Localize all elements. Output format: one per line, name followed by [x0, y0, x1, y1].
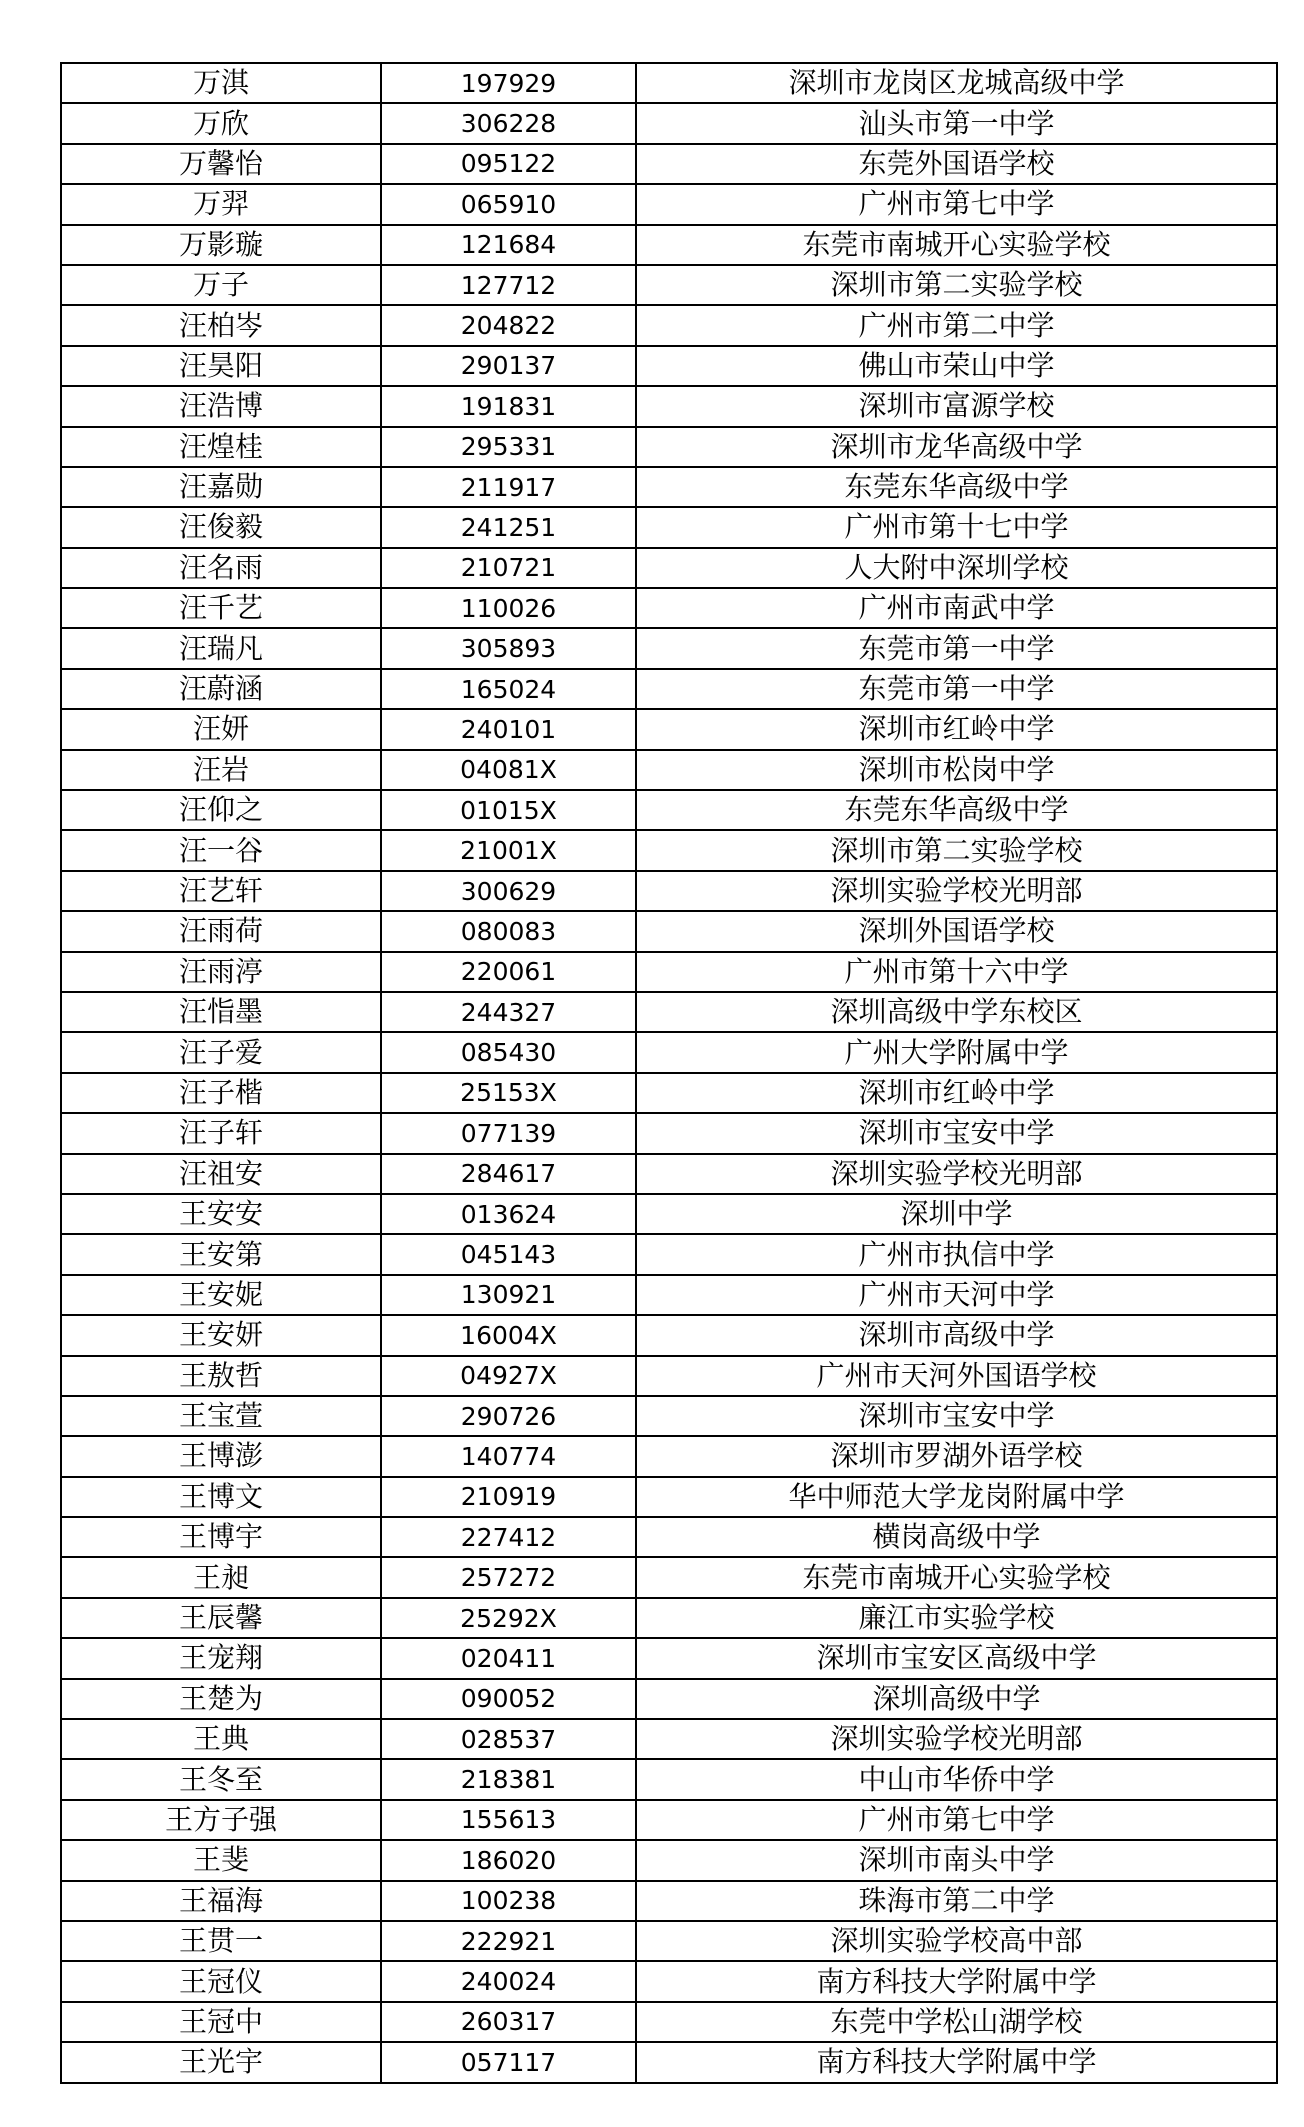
school-name-cell: 广州市第十六中学	[636, 952, 1277, 992]
table-row	[61, 1517, 1277, 1557]
table-row	[61, 1679, 1277, 1719]
student-id-cell: 045143	[381, 1234, 636, 1274]
table-row	[61, 1396, 1277, 1436]
student-name-cell: 万欣	[61, 103, 381, 143]
student-id-cell: 028537	[381, 1719, 636, 1759]
school-name-cell: 东莞市南城开心实验学校	[636, 225, 1277, 265]
student-id-cell: 077139	[381, 1113, 636, 1153]
student-id-cell: 204822	[381, 305, 636, 345]
student-name-cell: 王博宇	[61, 1517, 381, 1557]
student-id-cell: 020411	[381, 1638, 636, 1678]
student-name-cell: 王光宇	[61, 2042, 381, 2082]
student-name-cell: 汪雨荷	[61, 911, 381, 951]
student-id-cell: 186020	[381, 1840, 636, 1880]
table-row	[61, 871, 1277, 911]
student-name-cell: 万羿	[61, 184, 381, 224]
student-name-cell: 汪嘉勋	[61, 467, 381, 507]
school-name-cell: 华中师范大学龙岗附属中学	[636, 1477, 1277, 1517]
table-row	[61, 1194, 1277, 1234]
student-id-cell: 300629	[381, 871, 636, 911]
table-row	[61, 1800, 1277, 1840]
student-name-cell: 汪一谷	[61, 830, 381, 870]
student-id-cell: 057117	[381, 2042, 636, 2082]
student-id-cell: 090052	[381, 1679, 636, 1719]
school-name-cell: 廉江市实验学校	[636, 1598, 1277, 1638]
table-row	[61, 669, 1277, 709]
student-id-cell: 197929	[381, 63, 636, 103]
table-row	[61, 992, 1277, 1032]
table-row	[61, 1719, 1277, 1759]
student-id-cell: 305893	[381, 628, 636, 668]
student-id-cell: 130921	[381, 1275, 636, 1315]
school-name-cell: 广州市执信中学	[636, 1234, 1277, 1274]
table-row	[61, 144, 1277, 184]
student-name-cell: 汪俊毅	[61, 507, 381, 547]
student-name-cell: 王楚为	[61, 1679, 381, 1719]
student-name-cell: 王宝萱	[61, 1396, 381, 1436]
student-id-cell: 211917	[381, 467, 636, 507]
student-id-cell: 01015X	[381, 790, 636, 830]
student-id-cell: 095122	[381, 144, 636, 184]
table-row	[61, 386, 1277, 426]
school-name-cell: 广州市第七中学	[636, 184, 1277, 224]
school-name-cell: 深圳市第二实验学校	[636, 830, 1277, 870]
table-row	[61, 63, 1277, 103]
table-row	[61, 225, 1277, 265]
student-id-cell: 21001X	[381, 830, 636, 870]
student-id-cell: 241251	[381, 507, 636, 547]
student-name-cell: 汪浩博	[61, 386, 381, 426]
student-id-cell: 191831	[381, 386, 636, 426]
student-table-body	[61, 63, 1277, 2083]
table-row	[61, 1557, 1277, 1597]
table-row	[61, 467, 1277, 507]
school-name-cell: 深圳市松岗中学	[636, 750, 1277, 790]
student-name-cell: 汪艺轩	[61, 871, 381, 911]
student-name-cell: 王冬至	[61, 1759, 381, 1799]
table-row	[61, 1840, 1277, 1880]
student-name-cell: 王冠仪	[61, 1961, 381, 2001]
school-name-cell: 深圳高级中学	[636, 1679, 1277, 1719]
school-name-cell: 东莞中学松山湖学校	[636, 2002, 1277, 2042]
school-name-cell: 深圳市第二实验学校	[636, 265, 1277, 305]
school-name-cell: 广州市天河外国语学校	[636, 1356, 1277, 1396]
student-name-cell: 汪仰之	[61, 790, 381, 830]
school-name-cell: 东莞东华高级中学	[636, 790, 1277, 830]
student-id-cell: 155613	[381, 1800, 636, 1840]
table-row	[61, 265, 1277, 305]
student-id-cell: 306228	[381, 103, 636, 143]
student-name-cell: 汪名雨	[61, 548, 381, 588]
student-id-cell: 284617	[381, 1154, 636, 1194]
school-name-cell: 珠海市第二中学	[636, 1881, 1277, 1921]
school-name-cell: 深圳市高级中学	[636, 1315, 1277, 1355]
school-name-cell: 汕头市第一中学	[636, 103, 1277, 143]
student-name-cell: 王福海	[61, 1881, 381, 1921]
school-name-cell: 深圳实验学校光明部	[636, 1719, 1277, 1759]
student-id-cell: 110026	[381, 588, 636, 628]
student-name-cell: 汪雨渟	[61, 952, 381, 992]
school-name-cell: 东莞外国语学校	[636, 144, 1277, 184]
table-row	[61, 1598, 1277, 1638]
student-id-cell: 04927X	[381, 1356, 636, 1396]
school-name-cell: 南方科技大学附属中学	[636, 2042, 1277, 2082]
student-name-cell: 王安妍	[61, 1315, 381, 1355]
school-name-cell: 深圳市南头中学	[636, 1840, 1277, 1880]
school-name-cell: 广州市南武中学	[636, 588, 1277, 628]
table-row	[61, 1234, 1277, 1274]
student-id-cell: 244327	[381, 992, 636, 1032]
school-name-cell: 广州市第十七中学	[636, 507, 1277, 547]
school-name-cell: 广州市第二中学	[636, 305, 1277, 345]
school-name-cell: 深圳市宝安中学	[636, 1113, 1277, 1153]
table-row	[61, 346, 1277, 386]
student-name-cell: 王博澎	[61, 1436, 381, 1476]
table-row	[61, 1154, 1277, 1194]
student-name-cell: 汪岩	[61, 750, 381, 790]
table-row	[61, 628, 1277, 668]
school-name-cell: 深圳市宝安区高级中学	[636, 1638, 1277, 1678]
student-name-cell: 王博文	[61, 1477, 381, 1517]
table-row	[61, 103, 1277, 143]
student-name-cell: 王安安	[61, 1194, 381, 1234]
table-row	[61, 2042, 1277, 2082]
student-name-cell: 汪瑞凡	[61, 628, 381, 668]
school-name-cell: 东莞市南城开心实验学校	[636, 1557, 1277, 1597]
table-row	[61, 830, 1277, 870]
school-name-cell: 横岗高级中学	[636, 1517, 1277, 1557]
student-id-cell: 295331	[381, 427, 636, 467]
school-name-cell: 深圳市红岭中学	[636, 709, 1277, 749]
student-id-cell: 257272	[381, 1557, 636, 1597]
table-row	[61, 548, 1277, 588]
table-row	[61, 1315, 1277, 1355]
student-id-cell: 227412	[381, 1517, 636, 1557]
table-row	[61, 709, 1277, 749]
school-name-cell: 深圳实验学校光明部	[636, 1154, 1277, 1194]
table-row	[61, 1113, 1277, 1153]
student-id-cell: 013624	[381, 1194, 636, 1234]
student-name-cell: 王贯一	[61, 1921, 381, 1961]
student-id-cell: 290726	[381, 1396, 636, 1436]
student-name-cell: 汪柏岑	[61, 305, 381, 345]
student-id-cell: 121684	[381, 225, 636, 265]
student-name-cell: 万淇	[61, 63, 381, 103]
student-name-cell: 汪恉墨	[61, 992, 381, 1032]
school-name-cell: 人大附中深圳学校	[636, 548, 1277, 588]
table-row	[61, 1356, 1277, 1396]
table-row	[61, 1477, 1277, 1517]
table-row	[61, 1638, 1277, 1678]
student-id-cell: 218381	[381, 1759, 636, 1799]
student-id-cell: 127712	[381, 265, 636, 305]
school-name-cell: 深圳中学	[636, 1194, 1277, 1234]
school-name-cell: 深圳高级中学东校区	[636, 992, 1277, 1032]
school-name-cell: 南方科技大学附属中学	[636, 1961, 1277, 2001]
student-id-cell: 065910	[381, 184, 636, 224]
school-name-cell: 深圳外国语学校	[636, 911, 1277, 951]
school-name-cell: 深圳市富源学校	[636, 386, 1277, 426]
student-id-cell: 240024	[381, 1961, 636, 2001]
student-name-cell: 万子	[61, 265, 381, 305]
school-name-cell: 东莞东华高级中学	[636, 467, 1277, 507]
student-name-cell: 汪妍	[61, 709, 381, 749]
student-id-cell: 04081X	[381, 750, 636, 790]
school-name-cell: 深圳市龙岗区龙城高级中学	[636, 63, 1277, 103]
student-id-cell: 085430	[381, 1032, 636, 1072]
table-row	[61, 790, 1277, 830]
student-id-cell: 25153X	[381, 1073, 636, 1113]
student-name-cell: 王敖哲	[61, 1356, 381, 1396]
student-name-cell: 王方子强	[61, 1800, 381, 1840]
student-name-cell: 汪祖安	[61, 1154, 381, 1194]
table-row	[61, 507, 1277, 547]
table-row	[61, 1881, 1277, 1921]
table-row	[61, 911, 1277, 951]
student-name-cell: 王辰馨	[61, 1598, 381, 1638]
school-name-cell: 深圳市宝安中学	[636, 1396, 1277, 1436]
table-row	[61, 1921, 1277, 1961]
table-row	[61, 305, 1277, 345]
table-row	[61, 184, 1277, 224]
student-id-cell: 100238	[381, 1881, 636, 1921]
student-name-cell: 汪子爱	[61, 1032, 381, 1072]
table-row	[61, 1436, 1277, 1476]
table-row	[61, 427, 1277, 467]
table-row	[61, 588, 1277, 628]
student-name-cell: 王安妮	[61, 1275, 381, 1315]
table-row	[61, 1032, 1277, 1072]
student-id-cell: 25292X	[381, 1598, 636, 1638]
school-name-cell: 佛山市荣山中学	[636, 346, 1277, 386]
school-name-cell: 深圳实验学校高中部	[636, 1921, 1277, 1961]
student-name-cell: 汪昊阳	[61, 346, 381, 386]
student-name-cell: 万馨怡	[61, 144, 381, 184]
student-id-cell: 222921	[381, 1921, 636, 1961]
student-name-cell: 汪子轩	[61, 1113, 381, 1153]
table-row	[61, 750, 1277, 790]
student-name-cell: 万影璇	[61, 225, 381, 265]
school-name-cell: 深圳市龙华高级中学	[636, 427, 1277, 467]
student-name-cell: 王昶	[61, 1557, 381, 1597]
student-id-cell: 140774	[381, 1436, 636, 1476]
school-name-cell: 深圳市罗湖外语学校	[636, 1436, 1277, 1476]
student-id-cell: 220061	[381, 952, 636, 992]
school-name-cell: 广州大学附属中学	[636, 1032, 1277, 1072]
school-name-cell: 深圳实验学校光明部	[636, 871, 1277, 911]
student-name-cell: 王安第	[61, 1234, 381, 1274]
student-name-cell: 汪煌桂	[61, 427, 381, 467]
table-row	[61, 1759, 1277, 1799]
table-row	[61, 952, 1277, 992]
table-row	[61, 1073, 1277, 1113]
student-id-cell: 290137	[381, 346, 636, 386]
student-name-cell: 汪蔚涵	[61, 669, 381, 709]
student-id-cell: 210721	[381, 548, 636, 588]
student-id-cell: 260317	[381, 2002, 636, 2042]
student-table	[60, 62, 1278, 2084]
school-name-cell: 广州市第七中学	[636, 1800, 1277, 1840]
school-name-cell: 广州市天河中学	[636, 1275, 1277, 1315]
student-id-cell: 080083	[381, 911, 636, 951]
school-name-cell: 中山市华侨中学	[636, 1759, 1277, 1799]
school-name-cell: 东莞市第一中学	[636, 669, 1277, 709]
student-id-cell: 165024	[381, 669, 636, 709]
student-name-cell: 王典	[61, 1719, 381, 1759]
student-id-cell: 210919	[381, 1477, 636, 1517]
school-name-cell: 深圳市红岭中学	[636, 1073, 1277, 1113]
table-row	[61, 1275, 1277, 1315]
table-row	[61, 1961, 1277, 2001]
student-name-cell: 王冠中	[61, 2002, 381, 2042]
student-name-cell: 汪子楷	[61, 1073, 381, 1113]
student-name-cell: 汪千艺	[61, 588, 381, 628]
student-id-cell: 240101	[381, 709, 636, 749]
school-name-cell: 东莞市第一中学	[636, 628, 1277, 668]
student-name-cell: 王斐	[61, 1840, 381, 1880]
student-name-cell: 王宠翔	[61, 1638, 381, 1678]
student-id-cell: 16004X	[381, 1315, 636, 1355]
table-row	[61, 2002, 1277, 2042]
